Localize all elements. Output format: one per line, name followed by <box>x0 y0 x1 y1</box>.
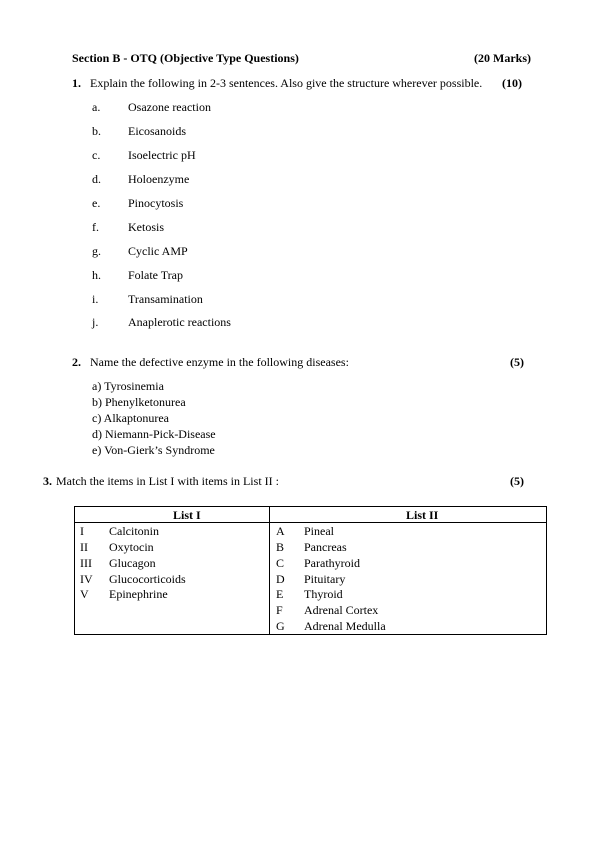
q1-item-letter: g. <box>92 244 101 258</box>
q2-disease-item: e) Von-Gierk’s Syndrome <box>92 443 215 457</box>
list1-value: Glucocorticoids <box>109 572 186 586</box>
list2-value: Parathyroid <box>304 556 360 570</box>
q1-item-text: Pinocytosis <box>128 196 184 210</box>
list1-key: IV <box>80 572 93 586</box>
q1-item-letter: f. <box>92 220 99 234</box>
q1-item-text: Ketosis <box>128 220 164 234</box>
list2-value: Pancreas <box>304 540 347 554</box>
list2-key: E <box>276 587 284 601</box>
list2-key: D <box>276 572 285 586</box>
list2-key: A <box>276 524 285 538</box>
q1-marks: (10) <box>502 76 522 90</box>
q2-disease-item: a) Tyrosinemia <box>92 379 164 393</box>
section-marks: (20 Marks) <box>474 51 531 65</box>
q2-text: Name the defective enzyme in the following diseases: <box>90 355 349 369</box>
list1-key: II <box>80 540 88 554</box>
list1-key: I <box>80 524 84 538</box>
list2-value: Pituitary <box>304 572 346 586</box>
q1-item-letter: i. <box>92 292 99 306</box>
q3-marks: (5) <box>510 474 524 488</box>
q1-item-text: Eicosanoids <box>128 124 186 138</box>
q3-text: Match the items in List I with items in List II : <box>56 474 279 488</box>
q1-item-letter: c. <box>92 148 101 162</box>
list1-value: Oxytocin <box>109 540 154 554</box>
q1-item-letter: h. <box>92 268 101 282</box>
list2-value: Thyroid <box>304 587 343 601</box>
table-column-divider <box>269 507 270 634</box>
q1-item-letter: b. <box>92 124 101 138</box>
q1-item-text: Isoelectric pH <box>128 148 196 162</box>
q1-item-text: Holoenzyme <box>128 172 190 186</box>
list1-value: Calcitonin <box>109 524 159 538</box>
q2-disease-item: d) Niemann-Pick-Disease <box>92 427 216 441</box>
q1-item-letter: a. <box>92 100 101 114</box>
list2-key: F <box>276 603 283 617</box>
list2-value: Adrenal Medulla <box>304 619 386 633</box>
match-table <box>74 506 547 635</box>
table-header-divider <box>75 522 546 523</box>
list2-value: Pineal <box>304 524 334 538</box>
list1-value: Epinephrine <box>109 587 168 601</box>
list2-header: List II <box>406 508 439 522</box>
q1-number: 1. <box>72 76 81 90</box>
q1-item-text: Folate Trap <box>128 268 184 282</box>
list2-value: Adrenal Cortex <box>304 603 379 617</box>
q3-number: 3. <box>43 474 52 488</box>
q2-number: 2. <box>72 355 81 369</box>
list2-key: B <box>276 540 285 554</box>
list2-key: C <box>276 556 285 570</box>
q1-item-text: Cyclic AMP <box>128 244 188 258</box>
q2-disease-item: c) Alkaptonurea <box>92 411 169 425</box>
q2-marks: (5) <box>510 355 524 369</box>
list1-key: III <box>80 556 92 570</box>
q1-item-text: Transamination <box>128 292 203 306</box>
q1-text: Explain the following in 2-3 sentences. Also give the structure wherever possible. <box>90 76 483 90</box>
q1-item-text: Anaplerotic reactions <box>128 315 231 329</box>
q1-item-text: Osazone reaction <box>128 100 211 114</box>
list1-key: V <box>80 587 89 601</box>
list1-header: List I <box>173 508 201 522</box>
q2-disease-item: b) Phenylketonurea <box>92 395 186 409</box>
list1-value: Glucagon <box>109 556 156 570</box>
section-title: Section B - OTQ (Objective Type Questions) <box>72 51 299 65</box>
q1-item-letter: d. <box>92 172 101 186</box>
q1-item-letter: e. <box>92 196 101 210</box>
q1-item-letter: j. <box>92 315 99 329</box>
list2-key: G <box>276 619 285 633</box>
